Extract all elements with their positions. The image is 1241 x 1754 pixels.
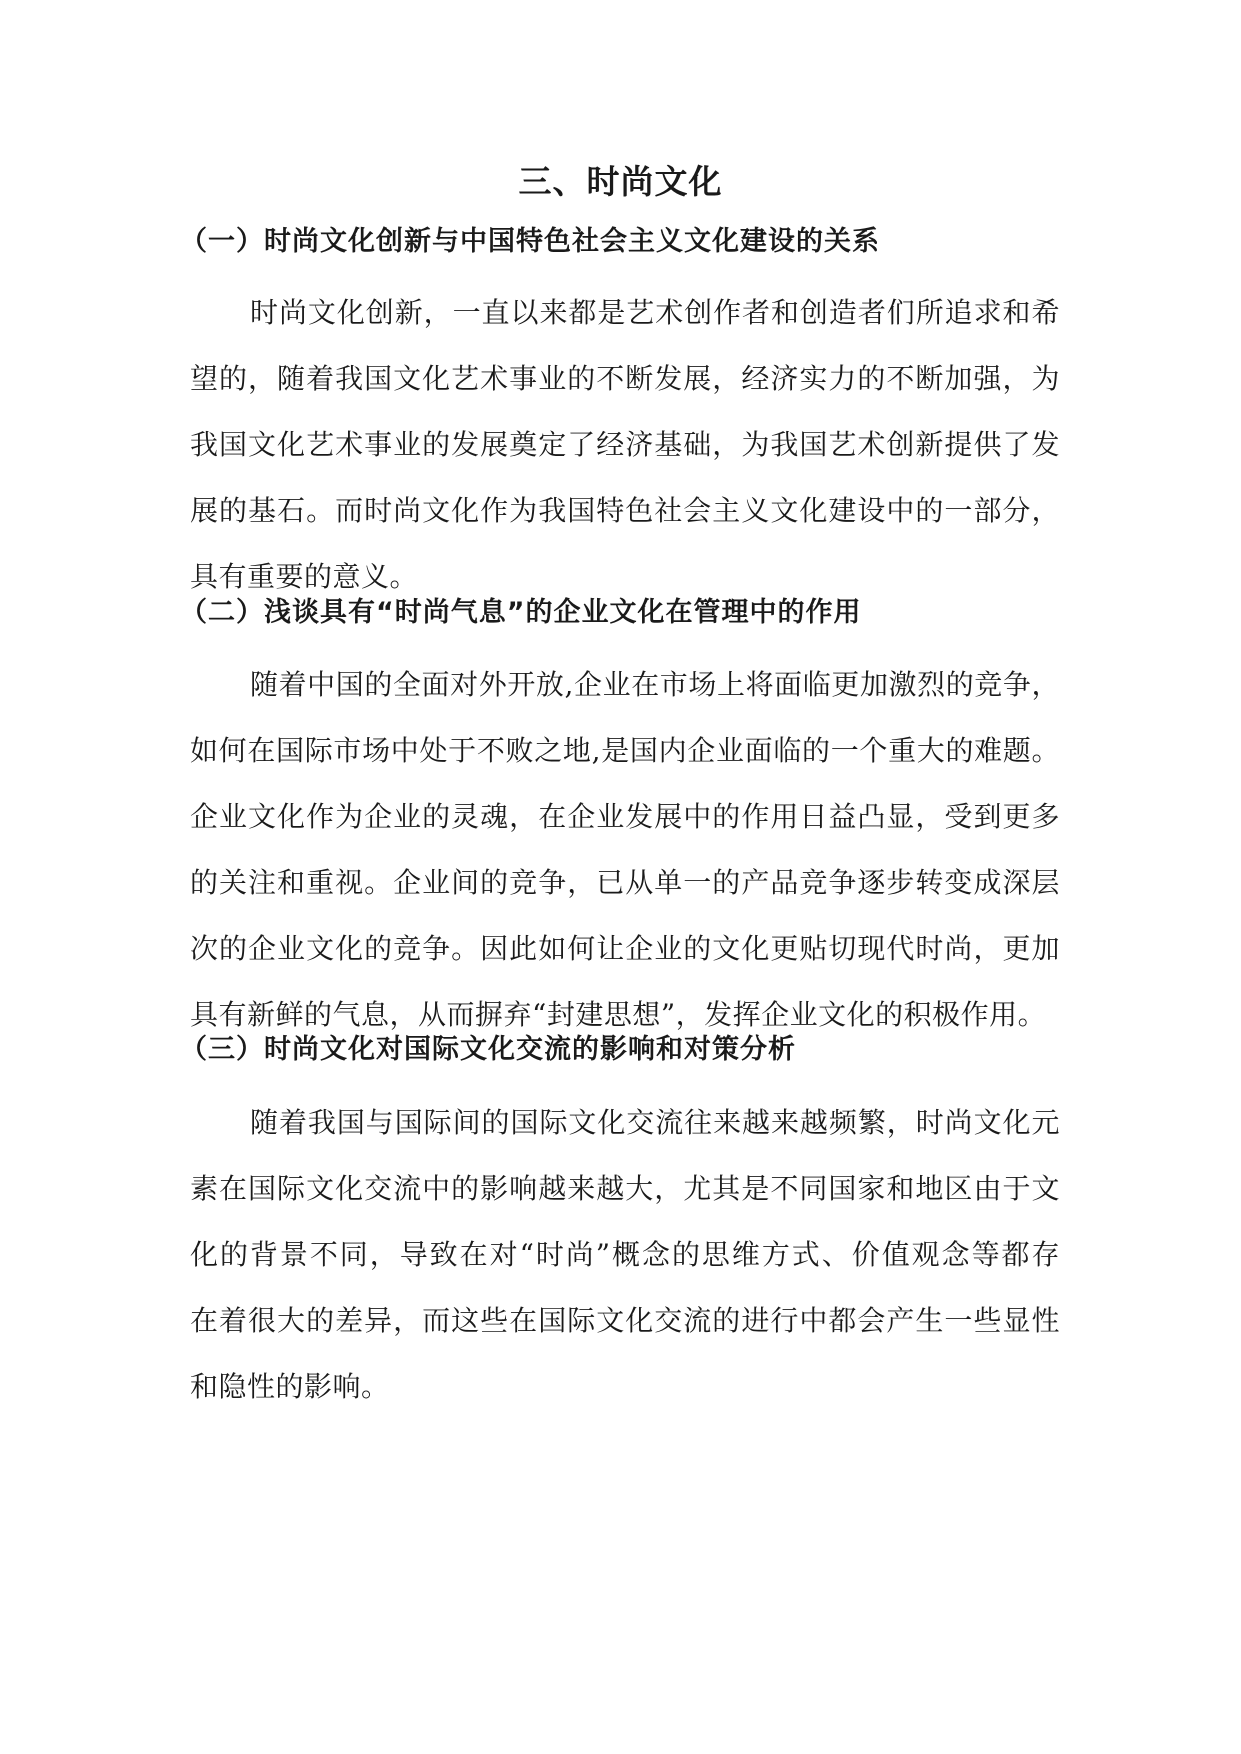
paragraph-line: 具有重要的意义。 [190,560,419,593]
paragraph-line: 的关注和重视。企业间的竞争，已从单一的产品竞争逐步转变成深层 [190,866,1060,899]
paragraph-line: 企业文化作为企业的灵魂，在企业发展中的作用日益凸显，受到更多 [190,800,1060,833]
paragraph-line: 化的背景不同，导致在对“时尚”概念的思维方式、价值观念等都存 [190,1238,1060,1271]
section-heading-3: （三）时尚文化对国际文化交流的影响和对策分析 [180,1034,796,1065]
section-paragraph-1 [190,280,1060,610]
page-title: 三、时尚文化 [518,162,723,201]
paragraph-line: 在着很大的差异，而这些在国际文化交流的进行中都会产生一些显性 [190,1304,1060,1337]
section-heading-1: （一）时尚文化创新与中国特色社会主义文化建设的关系 [180,226,880,257]
paragraph-line: 具有新鲜的气息，从而摒弃“封建思想”，发挥企业文化的积极作用。 [190,998,1047,1031]
paragraph-line: 我国文化艺术事业的发展奠定了经济基础，为我国艺术创新提供了发 [190,428,1060,461]
paragraph-line: 望的，随着我国文化艺术事业的不断发展，经济实力的不断加强，为 [190,362,1060,395]
paragraph-line: 和隐性的影响。 [190,1370,390,1403]
paragraph-line: 展的基石。而时尚文化作为我国特色社会主义文化建设中的一部分， [190,494,1060,527]
section-paragraph-3 [190,1090,1060,1420]
paragraph-line: 如何在国际市场中处于不败之地,是国内企业面临的一个重大的难题。 [190,734,1060,767]
paragraph-line: 随着我国与国际间的国际文化交流往来越来越频繁，时尚文化元 [250,1106,1060,1139]
paragraph-line: 随着中国的全面对外开放,企业在市场上将面临更加激烈的竞争， [250,668,1060,701]
section-paragraph-2 [190,652,1060,1048]
paragraph-line: 素在国际文化交流中的影响越来越大，尤其是不同国家和地区由于文 [190,1172,1060,1205]
section-heading-2: （二）浅谈具有“时尚气息”的企业文化在管理中的作用 [180,597,862,628]
paragraph-line: 时尚文化创新，一直以来都是艺术创作者和创造者们所追求和希 [250,296,1060,329]
paragraph-line: 次的企业文化的竞争。因此如何让企业的文化更贴切现代时尚，更加 [190,932,1060,965]
